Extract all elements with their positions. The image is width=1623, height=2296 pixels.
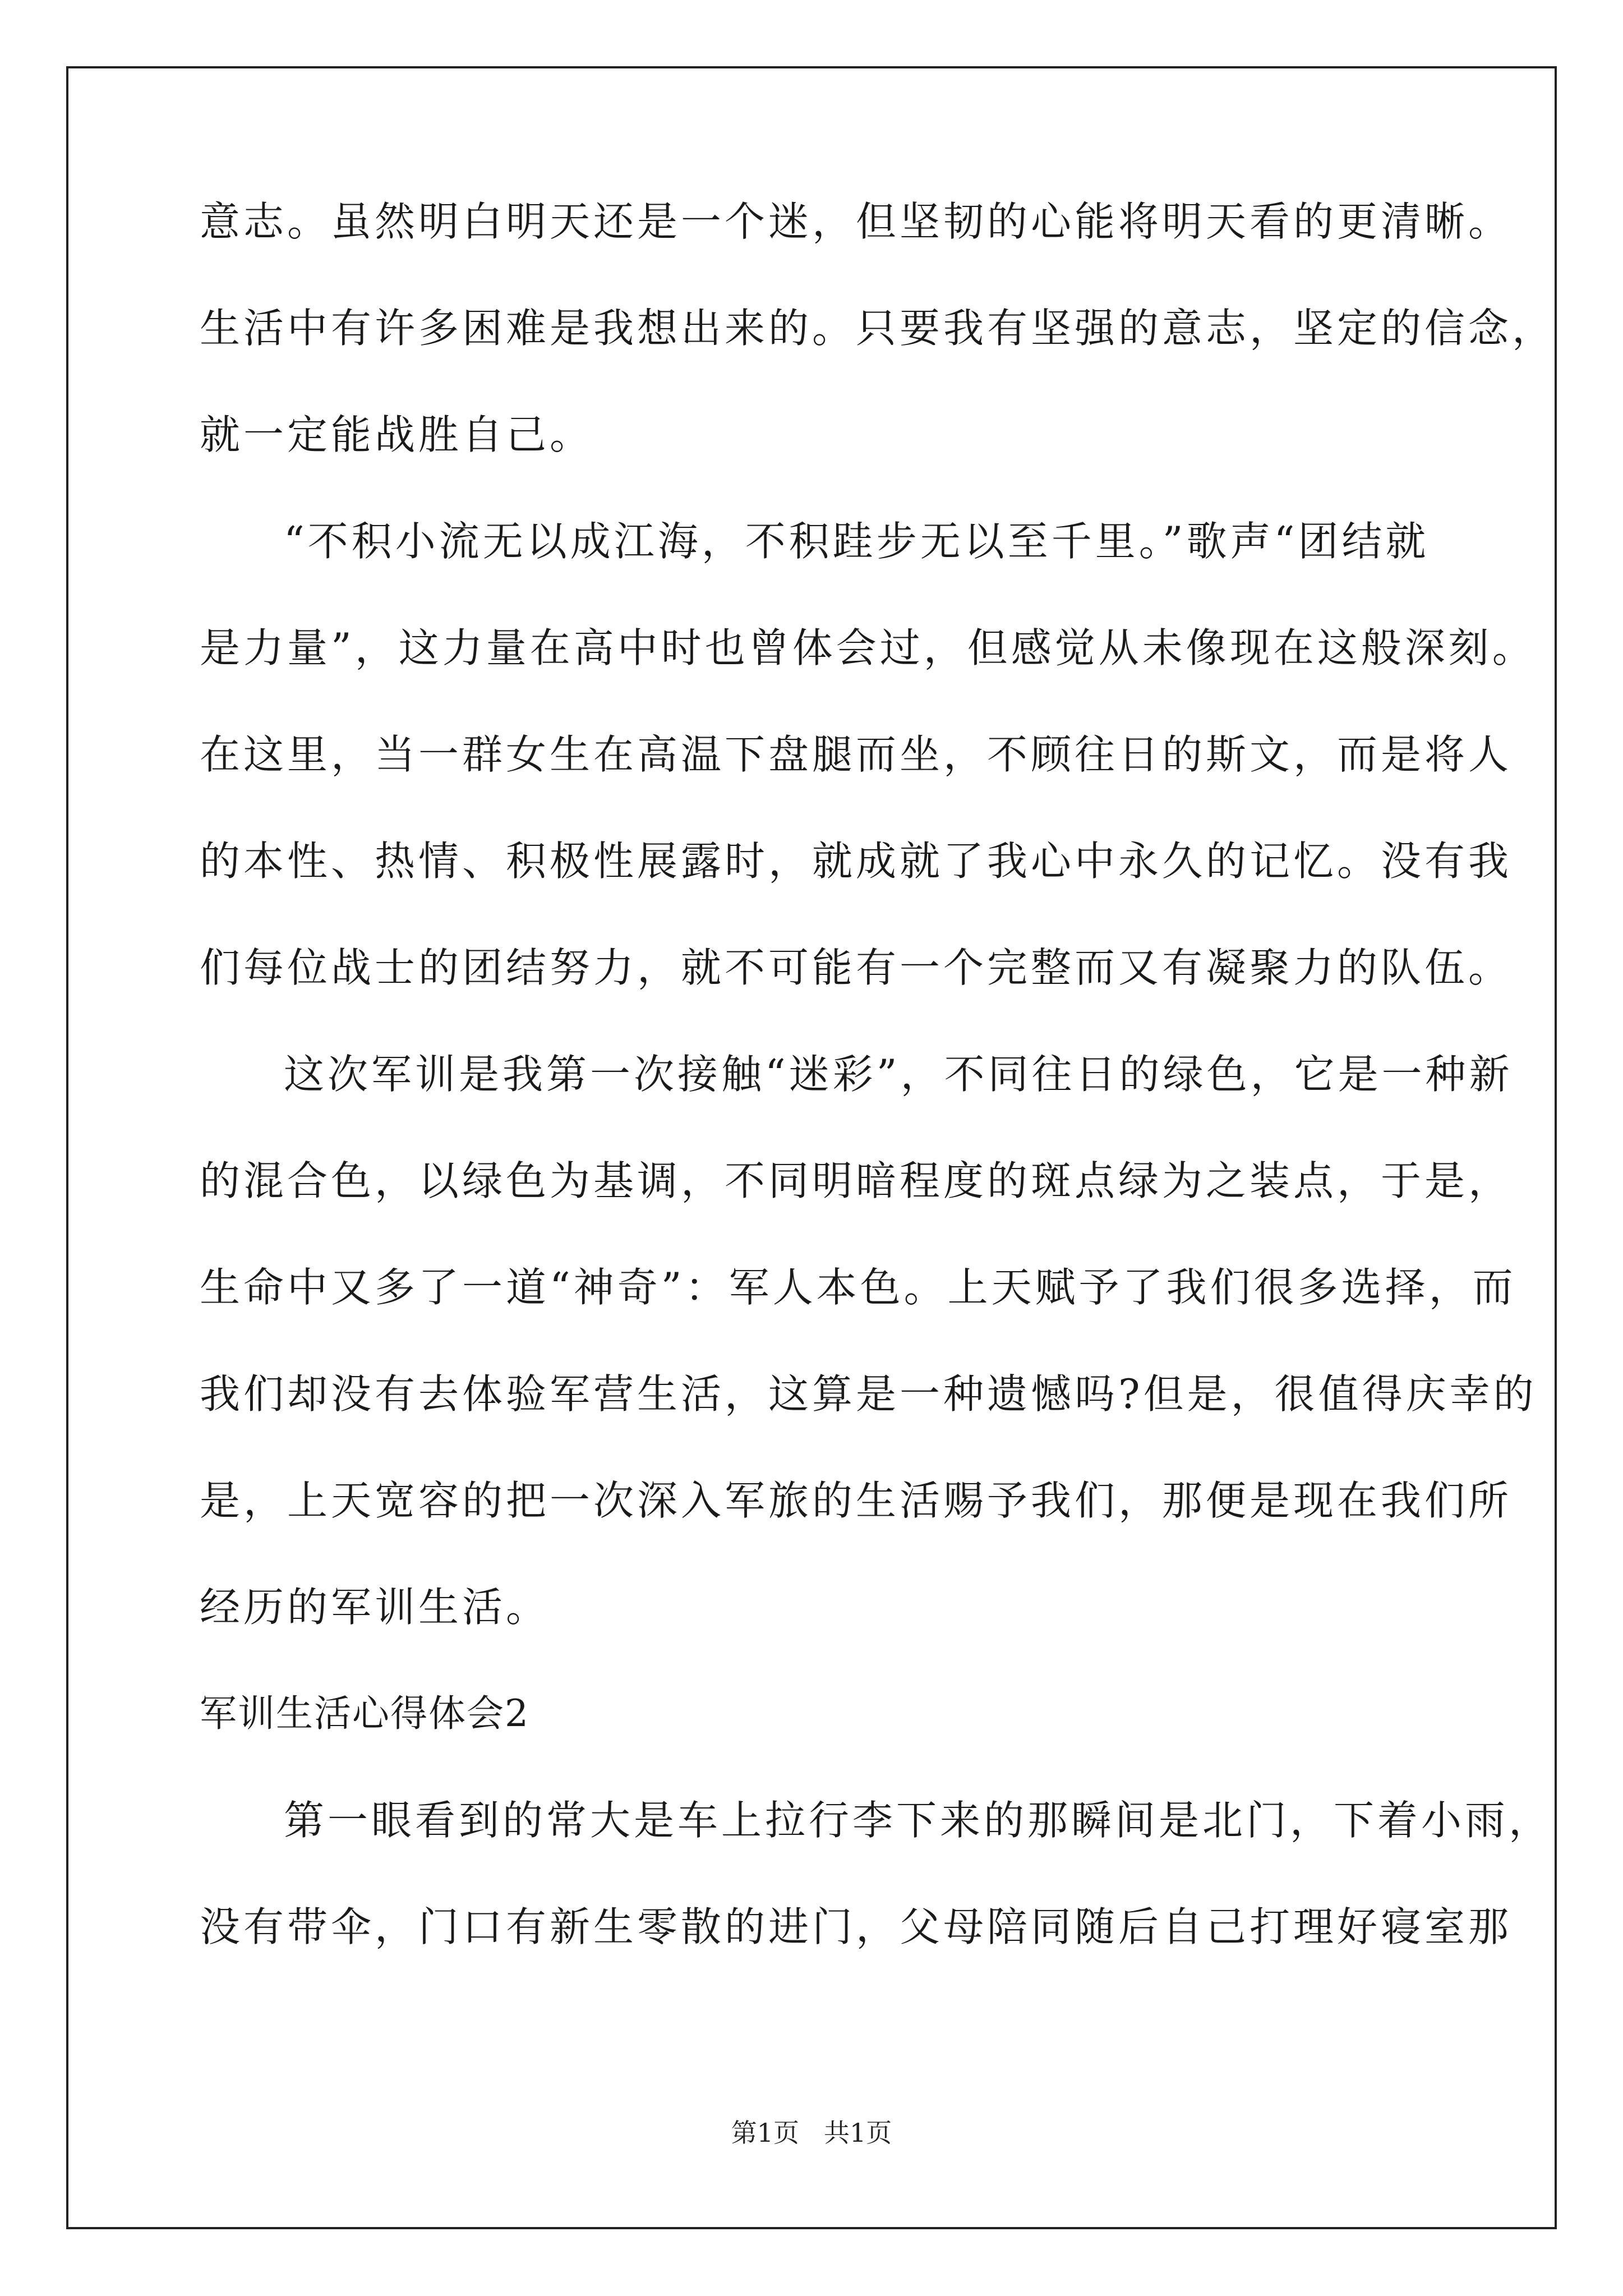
paragraph-line: 意志。虽然明白明天还是一个迷，但坚韧的心能将明天看的更清晰。: [200, 198, 1513, 245]
paragraph-line: 在这里，当一群女生在高温下盘腿而坐，不顾往日的斯文，而是将人: [200, 731, 1513, 778]
paragraph-line: 是，上天宽容的把一次深入军旅的生活赐予我们，那便是现在我们所: [200, 1477, 1513, 1524]
page-total: 共1页: [824, 2118, 892, 2148]
paragraph-line: 生命中又多了一道“神奇”：军人本色。上天赋予了我们很多选择，而: [200, 1264, 1516, 1311]
document-body: [200, 191, 1556, 2003]
paragraph-line: 生活中有许多困难是我想出来的。只要我有坚强的意志，坚定的信念，: [200, 305, 1556, 352]
page-footer: [0, 2116, 1623, 2150]
paragraph-line: 的本性、热情、积极性展露时，就成就了我心中永久的记忆。没有我: [200, 838, 1513, 885]
paragraph-line: 没有带伞，门口有新生零散的进门，父母陪同随后自己打理好寝室那: [200, 1903, 1513, 1950]
paragraph-line: 我们却没有去体验军营生活，这算是一种遗憾吗?但是，很值得庆幸的: [200, 1370, 1537, 1418]
paragraph-line: 们每位战士的团结努力，就不可能有一个完整而又有凝聚力的队伍。: [200, 944, 1513, 991]
paragraph-line: 这次军训是我第一次接触“迷彩”，不同往日的绿色，它是一种新: [284, 1051, 1513, 1098]
paragraph-line: 的混合色，以绿色为基调，不同明暗程度的斑点绿为之装点，于是，: [200, 1157, 1513, 1204]
paragraph-line: “不积小流无以成江海，不积跬步无以至千里。”歌声“团结就: [284, 518, 1430, 565]
paragraph-line: 是力量”，这力量在高中时也曾体会过，但感觉从未像现在这般深刻。: [200, 624, 1536, 671]
page-number: 第1页: [731, 2118, 799, 2148]
paragraph-line: 经历的军训生活。: [200, 1584, 550, 1631]
paragraph-line: 第一眼看到的常大是车上拉行李下来的那瞬间是北门，下着小雨，: [284, 1797, 1553, 1844]
section-heading: 军训生活心得体会2: [200, 1692, 529, 1735]
paragraph-line: 就一定能战胜自己。: [200, 411, 594, 458]
